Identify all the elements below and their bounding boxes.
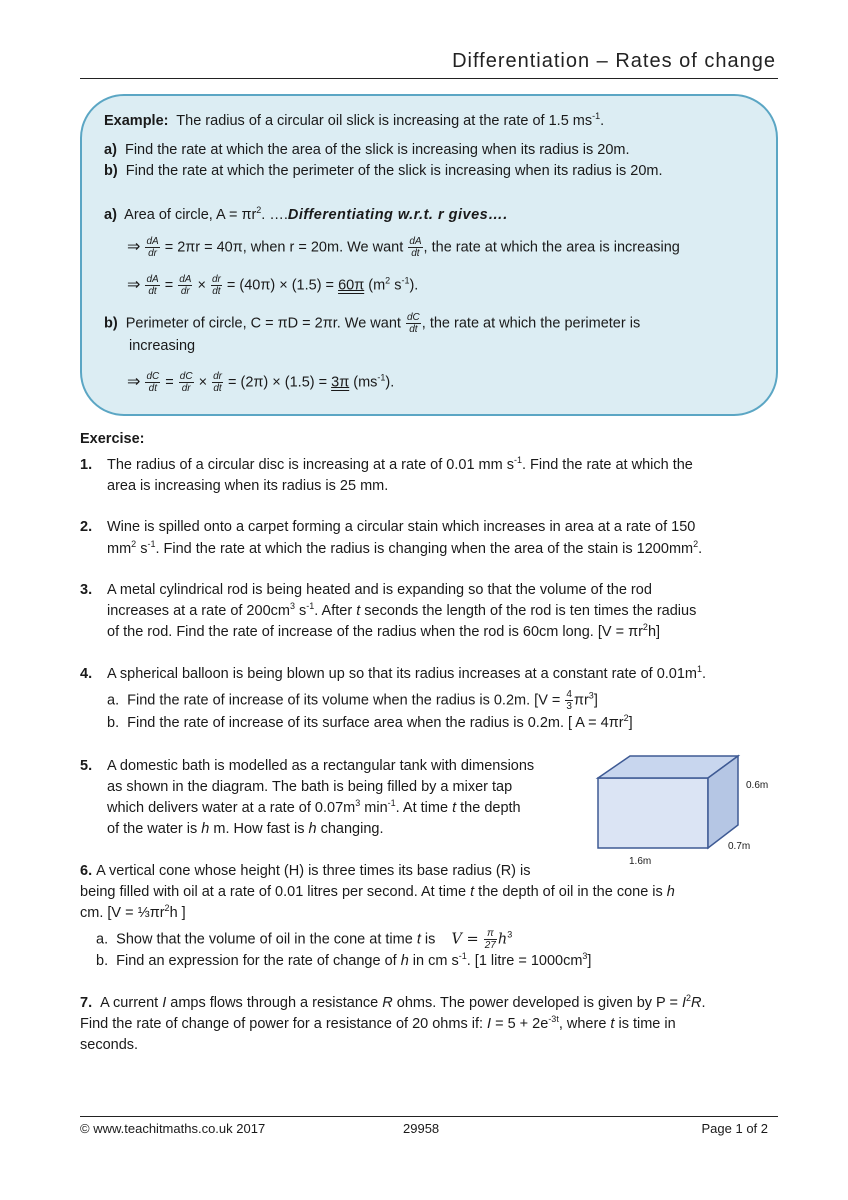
question-7-line3: seconds. (80, 1037, 139, 1053)
question-5-line3: which delivers water at a rate of $0.07m^3$ $\min^{-1}$. At time t the depth (107, 798, 521, 816)
question-7-line1: 7. A current I amps flows through a resistance R ohms. The power developed is given by $P = I^2R$. (80, 993, 706, 1011)
question-7-line2: Find the rate of change of power for a resistance of 20 ohms if: $I = 5 + 2e^{-3t}$, where t is time in (80, 1014, 676, 1032)
fraction: $\frac{4}{3}$ (566, 689, 572, 712)
solution-a-line1: a) Area of circle, $A = \pi r^2$. ….Differentiating w.r.t. r gives…. (104, 205, 508, 223)
question-1-line1: The radius of a circular disc is increasing at a rate of 0.01 mm $s^{-1}$. Find the rate at which the (107, 455, 693, 473)
page-header (80, 48, 778, 79)
question-number: 7. (80, 995, 93, 1011)
page-footer (80, 1116, 778, 1136)
question-6b: b. Find an expression for the rate of change of h in cm $s^{-1}$. [1 litre = $1000cm^3$] (96, 951, 592, 969)
cuboid-shape (592, 750, 782, 875)
question-6-line1: 6. A vertical cone whose height (H) is three times its base radius (R) is (80, 863, 531, 879)
footer-page-number: Page 1 of 2 (701, 1121, 768, 1136)
fraction: $\frac{\pi}{27}$ (484, 928, 496, 951)
footer-code: 29958 (403, 1121, 440, 1136)
diagram-depth-label: 0.7m (728, 841, 751, 852)
question-number: 3. (80, 582, 93, 598)
question-6-line3: cm. [$V = \frac{1}{3}\pi r^2h$ ] (80, 903, 186, 921)
question-2-line1: Wine is spilled onto a carpet forming a circular stain which increases in area at a rate of 150 (107, 519, 696, 535)
question-5-line4: of the water is h m. How fast is h changing. (107, 821, 384, 837)
question-5-line2: as shown in the diagram. The bath is being filled by a mixer tap (107, 779, 513, 795)
question-number: 2. (80, 519, 93, 535)
question-6a: a. Show that the volume of oil in the cone at time t is V = $\frac{\pi}{27}$ $h^3$ (96, 928, 513, 951)
question-3-line2: increases at a rate of $200cm^3$ $s^{-1}$. After t seconds the length of the rod is ten times the radius (107, 601, 697, 619)
question-2-line2: $mm^2$ $s^{-1}$. Find the rate at which the radius is changing when the area of the stain is $1200mm^2$. (107, 539, 703, 557)
solution-a-line3: ⇒ $\frac{dA}{dt}$ = $\frac{dA}{dr}$ × $\frac{dr}{dt}$ = (40π) × (1.5) = 60π ($m^2$ $s^{-1}$). (127, 274, 419, 297)
example-question-b: b) Find the rate at which the perimeter of the slick is increasing when its radius is 20m. (104, 163, 663, 179)
example-intro-text: The radius of a circular oil slick is increasing at the rate of 1.5 ms (176, 113, 593, 129)
question-6-line2: being filled with oil at a rate of 0.01 litres per second. At time t the depth of oil in the cone is h (80, 884, 675, 900)
solution-a-line2: ⇒ $\frac{dA}{dr}$ = 2πr = 40π, when r = 20m. We want $\frac{dA}{dt}$ , the rate at which the area is increasing (127, 236, 680, 259)
solution-b-line3: ⇒ $\frac{dC}{dt}$ = $\frac{dC}{dr}$ × $\frac{dr}{dt}$ = (2π) × (1.5) = 3π $(ms^{-1})$. (127, 371, 395, 394)
answer-a: 60π (338, 277, 365, 294)
fraction: $\frac{dA}{dr}$ (179, 274, 192, 297)
fraction: $\frac{dC}{dr}$ (179, 371, 193, 394)
fraction: $\frac{dA}{dt}$ (409, 236, 422, 259)
example-box (80, 94, 778, 416)
question-1-line2: area is increasing when its radius is 25 mm. (107, 478, 389, 494)
diagram-height-label: 0.6m (746, 780, 769, 791)
solution-b-line1: b) Perimeter of circle, C = πD = 2πr. We want $\frac{dC}{dt}$ , the rate at which the perimeter is (104, 312, 641, 335)
example-intro: Example: The radius of a circular oil slick is increasing at the rate of 1.5 $ms^{-1}$. (104, 111, 605, 129)
question-4b: b. Find the rate of increase of its surface area when the radius is 0.2m. [ $A = 4\pi r^2$] (107, 713, 633, 731)
question-5-line1: A domestic bath is modelled as a rectangular tank with dimensions (107, 758, 535, 774)
example-label: Example: (104, 113, 169, 129)
fraction: $\frac{dC}{dt}$ (406, 312, 420, 335)
question-3-line3: of the rod. Find the rate of increase of the radius when the rod is 60cm long. $[V = \pi r^2h]$ (107, 622, 661, 640)
question-3-line1: A metal cylindrical rod is being heated and is expanding so that the volume of the rod (107, 582, 652, 598)
fraction: $\frac{dA}{dt}$ (146, 274, 159, 297)
bath-diagram (592, 750, 782, 875)
question-number: 1. (80, 457, 93, 473)
answer-b: 3π (331, 374, 350, 391)
fraction: $\frac{dr}{dt}$ (211, 274, 221, 297)
question-number: 4. (80, 666, 93, 682)
exercise-heading: Exercise: (80, 431, 145, 447)
cuboid-front-face (598, 778, 708, 848)
footer-copyright: © www.teachitmaths.co.uk 2017 (80, 1121, 266, 1136)
question-4-line1: A spherical balloon is being blown up so that its radius increases at a constant rate of $0.01m^1$. (107, 664, 707, 682)
fraction: $\frac{dC}{dt}$ (146, 371, 160, 394)
question-4a: a. Find the rate of increase of its volume when the radius is 0.2m. [V = $\frac{4}{3}$ $\pi r^3$] (107, 689, 598, 712)
example-question-a: a) Find the rate at which the area of the slick is increasing when its radius is 20m. (104, 142, 630, 158)
solution-b-line2: increasing (129, 338, 196, 354)
question-number: 6. (80, 863, 93, 879)
question-number: 5. (80, 758, 93, 774)
fraction: $\frac{dA}{dr}$ (146, 236, 159, 259)
page-title: Differentiation – Rates of change (452, 50, 776, 72)
fraction: $\frac{dr}{dt}$ (213, 371, 222, 394)
diagram-length-label: 1.6m (629, 856, 652, 867)
